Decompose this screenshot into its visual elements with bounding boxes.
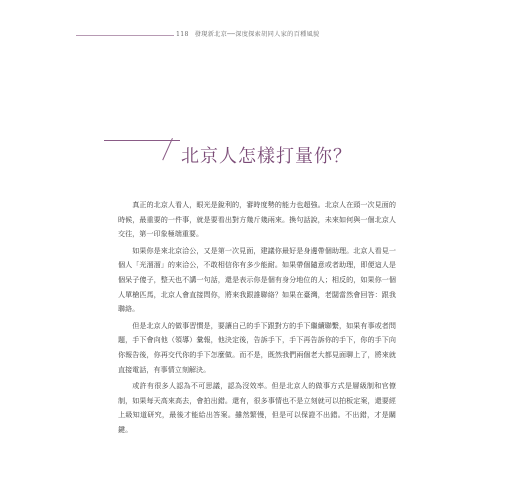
paragraph: 如果你是來北京洽公，又是第一次見面，建議你最好是身邊帶個助理。北京人看見一個人「光溜溜」的來洽公，不敢相信你有多少能耐。如果帶個隨意或者助理，即便這人是個呆子傻子，整天也不講一句話，還是表示你是個有身分地位的人；相反的，如果你一個人單槍匹馬，北京人會直接問你，將來我跟誰聯絡？如果在臺灣，老闆當然會回答：跟我聯絡。: [118, 245, 396, 314]
paragraph: 真正的北京人看人，眼光是銳利的，審時度勢的能力也超強。北京人在頭一次見面的時候，最重要的一件事，就是要看出對方幾斤幾兩來。換句話說，未來如何與一個北京人交往，第一印象極端重要。: [118, 200, 396, 239]
body-text: [118, 198, 396, 440]
running-head: [176, 29, 320, 38]
chapter-title: 北京人怎樣打量你？: [181, 146, 352, 167]
paragraph: 或許有很多人認為不可思議，認為沒效率。但是北京人的做事方式是層級制和官僚制，如果每天高來高去，會拍出錯。還有，很多事情也不是立刻就可以拍板定案，還要經上級知道研究，最後才能給出答案。雖然繁慢，但是可以保證不出錯。不出錯，才是關鍵。: [118, 381, 396, 434]
book-title: 發現新北京──深度探索胡同人家的百種風貌: [194, 31, 320, 38]
paragraph: 但是北京人的做事習慣是，要讓自己的手下跟對方的手下繼續聯繫，如果有事或者問題，手下會向他（領導）彙報，他決定後，告訴手下，手下再告訴你的手下，你的手下向你報告後，你再交代你的手下怎麼做。而不是，既然我們兩個老大都見面聊上了，將來就直接電話，有事情立刻解決。: [118, 320, 396, 374]
page-number: 118: [176, 31, 189, 38]
header-rule: [76, 35, 174, 36]
title-slash: [162, 138, 173, 160]
title-rule: [104, 140, 180, 141]
